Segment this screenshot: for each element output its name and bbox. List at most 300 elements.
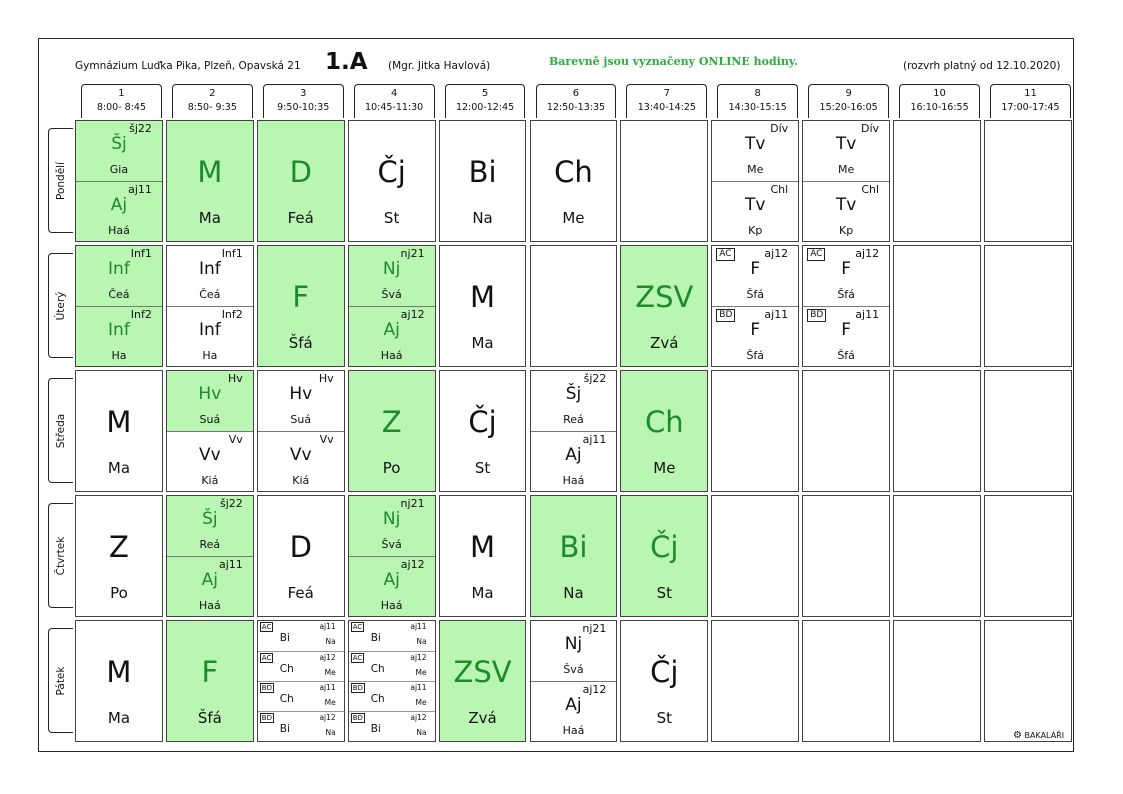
group-lesson [531,431,617,492]
subject: ZSV [453,655,512,689]
empty-lesson-cell [620,120,708,242]
group-name: aj11 [410,683,427,692]
subject: M [197,155,223,189]
group-lesson [803,306,889,367]
empty-lesson-cell [893,495,981,617]
teacher: Čeá [199,288,221,301]
empty-lesson-cell [893,370,981,492]
subject: F [841,259,852,279]
teacher: Ha [202,349,218,362]
empty-lesson-cell [984,370,1072,492]
empty-lesson-cell [711,495,799,617]
logo-text: BAKALÁŘI [1024,731,1065,740]
period-time: 10:45-11:30 [365,102,424,113]
group-name: aj11 [218,558,243,571]
empty-lesson-cell [893,620,981,742]
period-header [717,84,798,118]
period-time: 8:50- 9:35 [187,102,237,113]
group-name: aj11 [319,683,336,692]
subject: D [289,530,312,564]
subject: Tv [835,134,857,154]
empty-lesson-cell [984,245,1072,367]
subject: F [201,655,219,689]
lesson-cell [257,495,345,617]
teacher: Ma [107,459,131,477]
group-lesson [803,121,889,181]
subject: D [289,155,312,189]
group-lesson [349,711,435,742]
split-lesson-cell [166,370,254,492]
teacher: Šfá [197,709,222,727]
lesson-cell [75,620,163,742]
group-name: aj12 [410,713,427,722]
day-label [48,503,73,608]
subject: M [470,530,496,564]
group-lesson [712,121,798,181]
group-name: aj11 [319,622,336,631]
teacher: Me [415,698,427,707]
subject: Aj [383,570,400,590]
subject: Hv [198,384,222,404]
teacher: St [656,709,673,727]
lesson-cell [348,120,436,242]
subject: Šj [111,134,127,154]
block-tag: BD [352,684,363,692]
group-lesson [76,121,162,181]
day-label [48,378,73,483]
group-name: Inf1 [130,247,152,260]
teacher: Kiá [292,474,310,487]
subject: Aj [565,695,582,715]
subject: M [106,655,132,689]
empty-lesson-cell [893,120,981,242]
lesson-cell [75,495,163,617]
teacher: Ma [198,209,221,227]
group-lesson [167,306,253,367]
group-name: aj12 [764,247,789,260]
subject: Inf [198,259,221,279]
subject: Šj [202,509,218,529]
teacher: Haá [108,224,130,237]
teacher: Haá [380,599,403,612]
subject: Bi [279,723,290,735]
period-number: 1 [118,88,125,99]
group-name: šj22 [583,372,607,385]
group-name: aj11 [410,622,427,631]
teacher: Haá [562,724,585,737]
split-lesson-cell [257,370,345,492]
empty-lesson-cell [893,245,981,367]
teacher: Kp [839,224,854,237]
quad-lesson-cell [348,620,436,742]
empty-lesson-cell [530,245,618,367]
subject: Aj [565,445,582,465]
period-header [263,84,344,118]
teacher: Šfá [837,288,855,301]
subject: Šj [565,384,582,404]
teacher: Reá [563,413,584,426]
period-time: 12:00-12:45 [455,102,515,113]
teacher: Zvá [650,334,679,352]
subject: Vv [198,445,221,465]
period-time: 9:50-10:35 [277,102,330,113]
teacher: Na [325,637,336,646]
group-name: nj21 [582,622,607,635]
lesson-cell [257,120,345,242]
subject: F [750,259,761,279]
teacher: Na [472,209,493,227]
teacher: Po [110,584,128,602]
timetable-grid [73,118,1073,743]
subject: F [841,320,852,340]
subject: Inf [198,320,221,340]
lesson-cell [166,620,254,742]
empty-lesson-cell [711,370,799,492]
subject: Z [109,530,129,564]
lesson-cell [439,245,527,367]
group-lesson [349,556,435,617]
teacher: St [383,209,400,227]
teacher: Po [382,459,401,477]
lesson-cell [620,370,708,492]
group-name: aj12 [400,558,425,571]
teacher: Me [562,209,585,227]
subject: Ch [370,663,385,675]
quad-lesson-cell [257,620,345,742]
group-name: Vv [228,433,243,446]
group-name: Inf2 [130,308,152,321]
block-tag: AC [261,654,272,662]
group-lesson [258,371,344,431]
group-name: Dív [770,122,789,135]
day-name: Úterý [55,291,67,320]
subject: Čj [377,155,406,189]
group-lesson [349,621,435,651]
lesson-cell [166,120,254,242]
subject: Nj [382,259,401,279]
lesson-cell [620,620,708,742]
group-lesson [712,246,798,306]
subject: Hv [289,384,313,404]
period-number: 9 [845,88,852,99]
group-name: Hv [318,372,334,385]
period-number: 8 [754,88,761,99]
teacher: Gia [109,163,129,176]
period-number: 6 [572,88,580,99]
teacher: Ha [111,349,127,362]
subject: Bi [468,155,497,189]
subject: Ch [645,405,684,439]
group-name: Inf2 [221,308,243,321]
teacher: Šfá [746,349,765,362]
split-lesson-cell [711,120,799,242]
subject: ZSV [635,280,694,314]
subject: Tv [745,134,766,154]
split-lesson-cell [348,245,436,367]
period-time: 15:20-16:05 [819,102,878,113]
block-tag: BD [716,309,735,322]
period-header [536,84,617,118]
group-lesson [258,431,344,492]
group-name: Vv [319,433,334,446]
period-number: 4 [390,88,398,99]
subject: Čj [650,655,679,689]
subject: Bi [559,530,588,564]
subject: Inf [108,320,130,340]
group-name: aj12 [410,653,427,662]
block-tag: AC [807,248,825,261]
lesson-cell [439,370,527,492]
lesson-cell [348,370,436,492]
teacher: Feá [287,584,314,602]
group-lesson [167,246,253,306]
block-tag: BD [261,714,272,722]
group-lesson [531,621,617,681]
subject: Tv [835,195,857,215]
empty-lesson-cell [711,620,799,742]
group-name: aj11 [128,183,152,196]
subject: Bi [370,632,381,644]
teacher: Na [416,637,427,646]
lesson-cell [75,370,163,492]
group-lesson [349,306,435,367]
teacher: Ma [107,709,131,727]
validity-note: (rozvrh platný od 12.10.2020) [903,60,1061,72]
online-note: Barevně jsou vyznačeny ONLINE hodiny. [549,55,798,68]
group-lesson [167,496,253,556]
group-name: nj21 [400,497,425,510]
school-name: Gymnázium Luďka Pika, Plzeň, Opavská 21 [75,60,301,72]
period-number: 2 [209,88,216,99]
subject: Aj [383,320,400,340]
group-name: aj12 [319,713,336,722]
block-tag: BD [352,714,363,722]
group-lesson [349,496,435,556]
period-header [81,84,162,118]
period-header [990,84,1071,118]
teacher: Šfá [837,349,855,362]
lesson-cell [530,495,618,617]
subject: Bi [370,723,381,735]
teacher: Švá [381,288,402,301]
teacher: St [656,584,673,602]
teacher: St [474,459,491,477]
group-name: šj22 [129,122,152,135]
group-lesson [258,681,344,712]
group-name: šj22 [219,497,243,510]
split-lesson-cell [166,495,254,617]
period-time: 12:50-13:35 [546,102,606,113]
class-teacher: (Mgr. Jitka Havlová) [388,60,491,72]
group-lesson [76,246,162,306]
group-lesson [258,621,344,651]
split-lesson-cell [530,370,618,492]
period-time: 14:30-15:15 [728,102,787,113]
group-lesson [167,371,253,431]
period-number: 5 [481,88,489,99]
block-tag: AC [352,654,363,662]
empty-lesson-cell [984,120,1072,242]
split-lesson-cell [802,245,890,367]
period-number: 3 [300,88,307,99]
lesson-cell [620,245,708,367]
teacher: Kiá [201,474,219,487]
period-time: 17:00-17:45 [1001,102,1060,113]
split-lesson-cell [711,245,799,367]
subject: Z [381,405,402,439]
day-name: Čtvrtek [55,536,67,575]
teacher: Ma [471,584,494,602]
group-lesson [712,181,798,242]
period-time: 16:10-16:55 [910,102,969,113]
period-header [808,84,889,118]
period-number: 11 [1024,88,1037,99]
period-header [354,84,435,118]
subject: Ch [279,663,294,675]
block-tag: AC [261,623,272,631]
subject: Ch [554,155,593,189]
lesson-cell [439,120,527,242]
group-lesson [258,651,344,682]
split-lesson-cell [75,245,163,367]
group-lesson [167,431,253,492]
day-label [48,628,73,733]
group-lesson [803,181,889,242]
group-name: Dív [861,122,880,135]
group-lesson [803,246,889,306]
group-lesson [349,651,435,682]
group-name: aj12 [855,247,880,260]
teacher: Haá [380,349,403,362]
subject: Nj [382,509,401,529]
group-lesson [531,681,617,742]
bakalari-logo [1013,730,1064,741]
subject: Vv [289,445,312,465]
empty-lesson-cell [802,620,890,742]
group-name: aj11 [855,308,880,321]
lesson-cell [257,245,345,367]
subject: Aj [110,195,128,215]
group-name: aj11 [582,433,607,446]
group-name: aj12 [400,308,425,321]
teacher: Zvá [468,709,497,727]
subject: Ch [370,693,385,705]
group-lesson [349,246,435,306]
group-lesson [531,371,617,431]
gear-icon: ⚙ [1013,730,1022,741]
teacher: Šfá [746,288,765,301]
teacher: Me [324,668,336,677]
block-tag: AC [716,248,734,261]
day-label [48,253,73,358]
subject: Ch [279,693,294,705]
period-header [445,84,526,118]
period-header [172,84,253,118]
group-name: Chl [770,183,789,196]
period-number: 10 [933,88,946,99]
teacher: Na [325,728,336,737]
day-label [48,128,73,233]
split-lesson-cell [348,495,436,617]
split-lesson-cell [75,120,163,242]
block-tag: AC [352,623,363,631]
teacher: Me [415,668,427,677]
lesson-cell [620,495,708,617]
teacher: Haá [198,599,221,612]
teacher: Na [563,584,584,602]
teacher: Feá [287,209,314,227]
subject: Čj [468,405,497,439]
period-header [899,84,980,118]
lesson-cell [439,620,527,742]
subject: M [470,280,496,314]
group-lesson [258,711,344,742]
subject: Aj [201,570,219,590]
subject: Čj [650,530,679,564]
group-name: Inf1 [221,247,243,260]
subject: Tv [745,195,766,215]
teacher: Suá [290,413,312,426]
class-name: 1.A [325,49,368,75]
period-number: 7 [663,88,671,99]
group-name: Chl [861,183,880,196]
lesson-cell [530,120,618,242]
day-name: Pondělí [55,161,67,200]
split-lesson-cell [802,120,890,242]
group-lesson [167,556,253,617]
block-tag: BD [261,684,272,692]
teacher: Suá [199,413,221,426]
subject: M [106,405,132,439]
empty-lesson-cell [802,495,890,617]
lesson-cell [439,495,527,617]
split-lesson-cell [166,245,254,367]
teacher: Kp [748,224,763,237]
empty-lesson-cell [984,495,1072,617]
teacher: Šfá [288,334,313,352]
group-name: Hv [228,372,243,385]
teacher: Na [416,728,427,737]
teacher: Reá [199,538,221,551]
block-tag: BD [807,309,826,322]
teacher: Čeá [108,288,130,301]
teacher: Me [324,698,336,707]
subject: F [750,320,761,340]
group-lesson [76,306,162,367]
period-time: 8:00- 8:45 [96,102,146,113]
period-time: 13:40-14:25 [637,102,696,113]
teacher: Švá [381,538,402,551]
teacher: Me [747,163,764,176]
group-name: nj21 [400,247,425,260]
day-name: Pátek [55,666,67,695]
group-lesson [76,181,162,242]
teacher: Ma [471,334,494,352]
empty-lesson-cell [802,370,890,492]
subject: F [292,280,310,314]
group-name: aj12 [319,653,336,662]
teacher: Me [653,459,676,477]
teacher: Švá [563,663,584,676]
group-lesson [349,681,435,712]
day-name: Středa [55,413,67,448]
group-name: aj11 [764,308,789,321]
subject: Bi [279,632,290,644]
empty-lesson-cell [984,620,1072,742]
teacher: Haá [562,474,585,487]
split-lesson-cell [530,620,618,742]
subject: Nj [564,634,583,654]
